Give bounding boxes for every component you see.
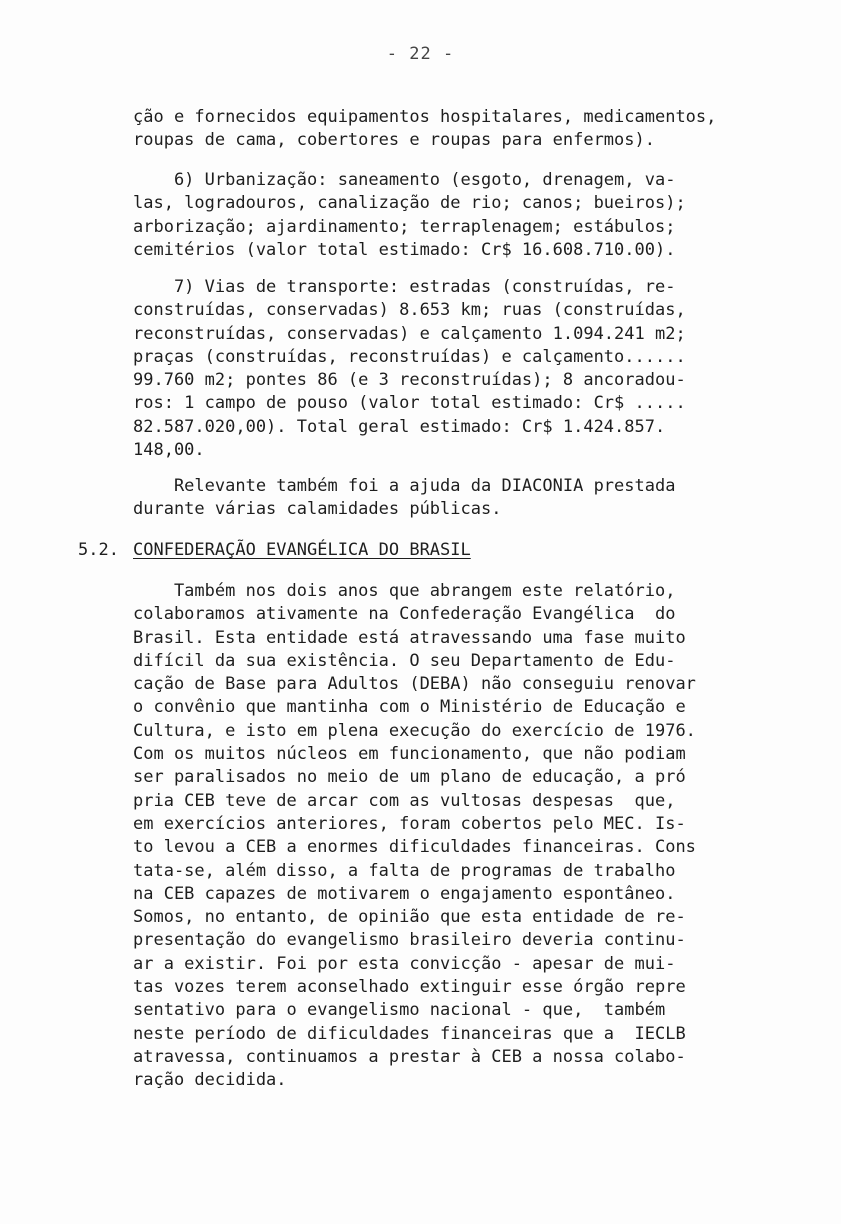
section-heading [78,540,471,560]
paragraph-diaconia: Relevante também foi a ajuda da DIACONIA prestada durante várias calamidades públicas. [133,476,676,520]
paragraph-ceb: Também nos dois anos que abrangem este relatório, colaboramos ativamente na Confederação Evangélica do Brasil. Esta entidade está atravessando uma fase muito difícil da sua existência. O seu Departamento de Edu- cação de Base para Adultos (DEBA) não conseguiu renovar o convênio que mantinha com o Ministério de Educação e Cultura, e isto em plena execução do exercício de 1976. Com os muitos núcleos em funcionamento, que não podiam ser paralisados no meio de um plano de educação, a pró pria CEB teve de arcar com as vultosas despesas que, em exercícios anteriores, foram cobertos pelo MEC. Is- to levou a CEB a enormes dificuldades financeiras. Cons tata-se, além disso, a falta de programas de trabalho na CEB capazes de motivarem o engajamento espontâneo. Somos, no entanto, de opinião que esta entidade de re- presentação do evangelismo brasileiro deveria continu- ar a existir. Foi por esta convicção - apesar de mui- tas vozes terem aconselhado extinguir esse órgão repre sentativo para o evangelismo nacional - que, também neste período de dificuldades financeiras que a IECLB atravessa, continuamos a prestar à CEB a nossa colabo- ração decidida. [133,581,696,1091]
paragraph-urbanization: 6) Urbanização: saneamento (esgoto, drenagem, va- las, logradouros, canalização de rio; canos; bueiros); arborização; ajardinamento; terraplenagem; estábulos; cemitérios (valor total estimado: Cr$ 16.608.710.00). [133,170,686,260]
page-number: - 22 - [386,44,455,64]
paragraph-transport: 7) Vias de transporte: estradas (construídas, re- construídas, conservadas) 8.653 km; ruas (construídas, reconstruídas, conservadas) e calçamento 1.094.241 m2; praças (construídas, reconstruídas) e calçamento...... 99.760 m2; pontes 86 (e 3 reconstruídas); 8 ancoradou- ros: 1 campo de pouso (valor total estimado: Cr$ ..... 82.587.020,00). Total geral estimado: Cr$ 1.424.857. 148,00. [133,277,686,461]
section-title: CONFEDERAÇÃO EVANGÉLICA DO BRASIL [133,540,471,560]
paragraph-continuation: ção e fornecidos equipamentos hospitalares, medicamentos, roupas de cama, cobertores e roupas para enfermos). [133,107,717,151]
section-number: 5.2. [78,540,119,560]
